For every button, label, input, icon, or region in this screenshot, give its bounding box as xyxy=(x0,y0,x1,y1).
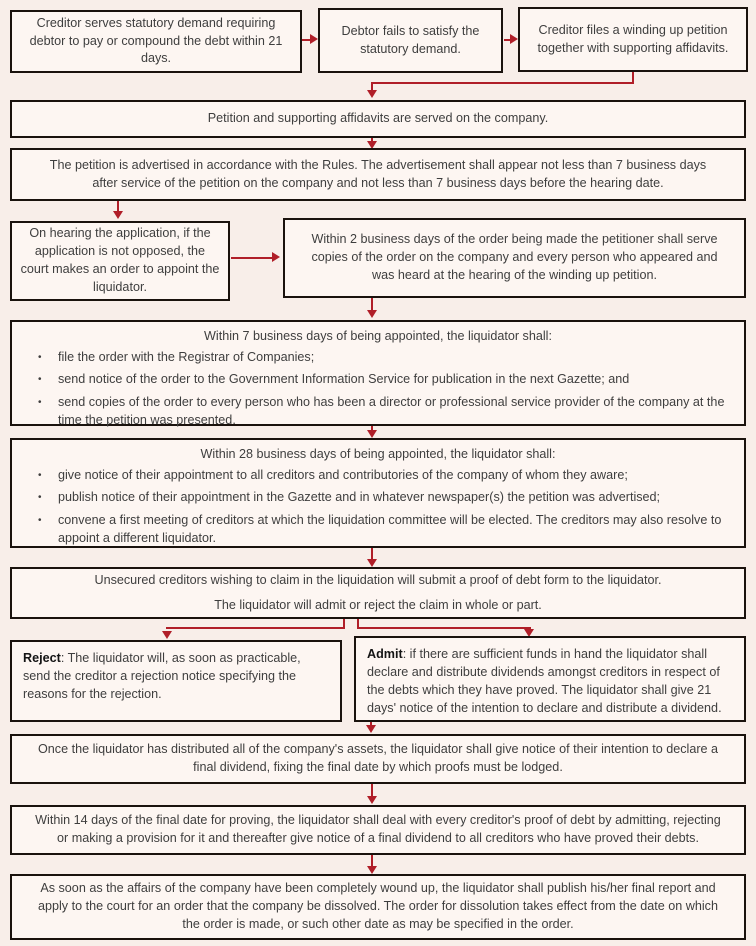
list-item xyxy=(38,394,730,430)
step-final-dividend-notice-text: Once the liquidator has distributed all of the company's assets, the liquidator shall give notice of their intention to declare a final dividend, fixing the final date by which proofs must be lodged. xyxy=(37,742,719,774)
step-admit-box xyxy=(354,636,746,722)
arrow-step14-step15-head xyxy=(367,866,377,874)
admit-label: Admit xyxy=(367,647,403,661)
step-petition-advertised-box xyxy=(10,148,746,201)
step-statutory-demand-text: Creditor serves statutory demand requiring debtor to pay or compound the debt within 21 days. xyxy=(29,15,283,66)
step-reject-box xyxy=(10,640,342,722)
step-final-dividend-notice-box xyxy=(10,734,746,784)
step-14days-proving-box xyxy=(10,805,746,855)
step-serve-order-copies-box xyxy=(283,218,746,298)
arrow-step9-step10-head xyxy=(367,559,377,567)
step-proof-of-debt-line2: The liquidator will admit or reject the claim in whole or part. xyxy=(214,597,542,612)
reject-text: : The liquidator will, as soon as practicable, send the creditor a rejection notice specifying the reasons for the rejection. xyxy=(23,651,301,701)
duty-text: give notice of their appointment to all creditors and contributories of the company of whom they aware; xyxy=(58,467,628,482)
step-7day-duties-heading: Within 7 business days of being appointed, the liquidator shall: xyxy=(204,329,552,343)
step-statutory-demand-box xyxy=(10,10,302,73)
step-proof-of-debt-line1: Unsecured creditors wishing to claim in the liquidation will submit a proof of debt form to the liquidator. xyxy=(94,572,662,587)
branch-left-head xyxy=(162,631,172,639)
duty-text: send copies of the order to every person who has been a director or professional service provider of the company at the time the petition was presented. xyxy=(58,394,725,427)
step-7day-duties-box xyxy=(10,320,746,426)
reject-label: Reject xyxy=(23,651,61,665)
list-item xyxy=(38,371,730,389)
step-petition-served-box xyxy=(10,100,746,138)
step-28day-duties-box xyxy=(10,438,746,548)
step-14days-proving-text: Within 14 days of the final date for proving, the liquidator shall deal with every creditor's proof of debt by admitting, rejecting or making a provision for it and thereafter give notice of a final dividend to all creditors who have proved their debts. xyxy=(35,813,721,845)
list-item xyxy=(38,489,730,507)
bullet-icon: • xyxy=(38,351,42,363)
step-debtor-fails-text: Debtor fails to satisfy the statutory demand. xyxy=(341,23,480,56)
step-7day-duties-list xyxy=(12,349,744,430)
branch-left-line xyxy=(166,627,345,629)
step-dissolution-text: As soon as the affairs of the company have been completely wound up, the liquidator shall publish his/her final report and apply to the court for an order that the company be dissolved. The order for dissolution takes effect from the date on which the order is made, or such other date as may be specified in the order. xyxy=(38,881,718,931)
bullet-icon: • xyxy=(38,492,42,504)
step-petition-served-text: Petition and supporting affidavits are served on the company. xyxy=(207,111,549,126)
step-28day-duties-list xyxy=(12,467,744,548)
bullet-icon: • xyxy=(38,469,42,481)
bullet-icon: • xyxy=(38,374,42,386)
arrow-split-step13-head xyxy=(366,725,376,733)
list-item xyxy=(38,512,730,548)
step-petition-advertised-text: The petition is advertised in accordance with the Rules. The advertisement shall appear not less than 7 business days after service of the petition on the company and not less than 7 business days before the hearing date. xyxy=(49,157,707,190)
arrow-step1-step2-head xyxy=(310,34,318,44)
arrow-step7-step8-head xyxy=(367,310,377,318)
step-debtor-fails-box xyxy=(318,8,503,73)
connector-step3-step4-h xyxy=(371,82,634,84)
arrow-step13-step14-head xyxy=(367,796,377,804)
bullet-icon: • xyxy=(38,396,42,408)
arrow-step6-step7-head xyxy=(272,252,280,262)
duty-text: file the order with the Registrar of Companies; xyxy=(58,349,315,364)
list-item xyxy=(38,467,730,485)
duty-text: send notice of the order to the Government Information Service for publication in the next Gazette; and xyxy=(58,372,630,387)
branch-right-line xyxy=(357,627,531,629)
duty-text: convene a first meeting of creditors at which the liquidation committee will be elected. The creditors may also resolve to appoint a different liquidator. xyxy=(58,512,722,545)
arrow-step5-step6-head xyxy=(113,211,123,219)
arrow-step8-step9-head xyxy=(367,430,377,438)
step-hearing-order-box xyxy=(10,221,230,301)
connector-step3-step4-head xyxy=(367,90,377,98)
duty-text: publish notice of their appointment in the Gazette and in whatever newspaper(s) the petition was advertised; xyxy=(58,490,661,505)
step-petition-filed-box xyxy=(518,7,748,72)
step-proof-of-debt-box xyxy=(10,567,746,619)
admit-text: : if there are sufficient funds in hand the liquidator shall declare and distribute dividends amongst creditors in respect of the debts which they have proved. The liquidator shall give 21 days' notice of the intention to declare and distribute a dividend. xyxy=(367,647,722,715)
arrow-step6-step7-line xyxy=(231,257,273,259)
arrow-step2-step3-head xyxy=(510,34,518,44)
bullet-icon: • xyxy=(38,514,42,526)
step-serve-order-copies-text: Within 2 business days of the order being made the petitioner shall serve copies of the order on the company and every person who appeared and was heard at the hearing of the winding up petition. xyxy=(311,232,718,282)
step-dissolution-box xyxy=(10,874,746,940)
step-28day-duties-heading: Within 28 business days of being appointed, the liquidator shall: xyxy=(200,447,556,461)
step-petition-filed-text: Creditor files a winding up petition together with supporting affidavits. xyxy=(537,22,729,55)
step-hearing-order-text: On hearing the application, if the application is not opposed, the court makes an order to appoint the liquidator. xyxy=(20,226,220,294)
list-item xyxy=(38,349,730,367)
